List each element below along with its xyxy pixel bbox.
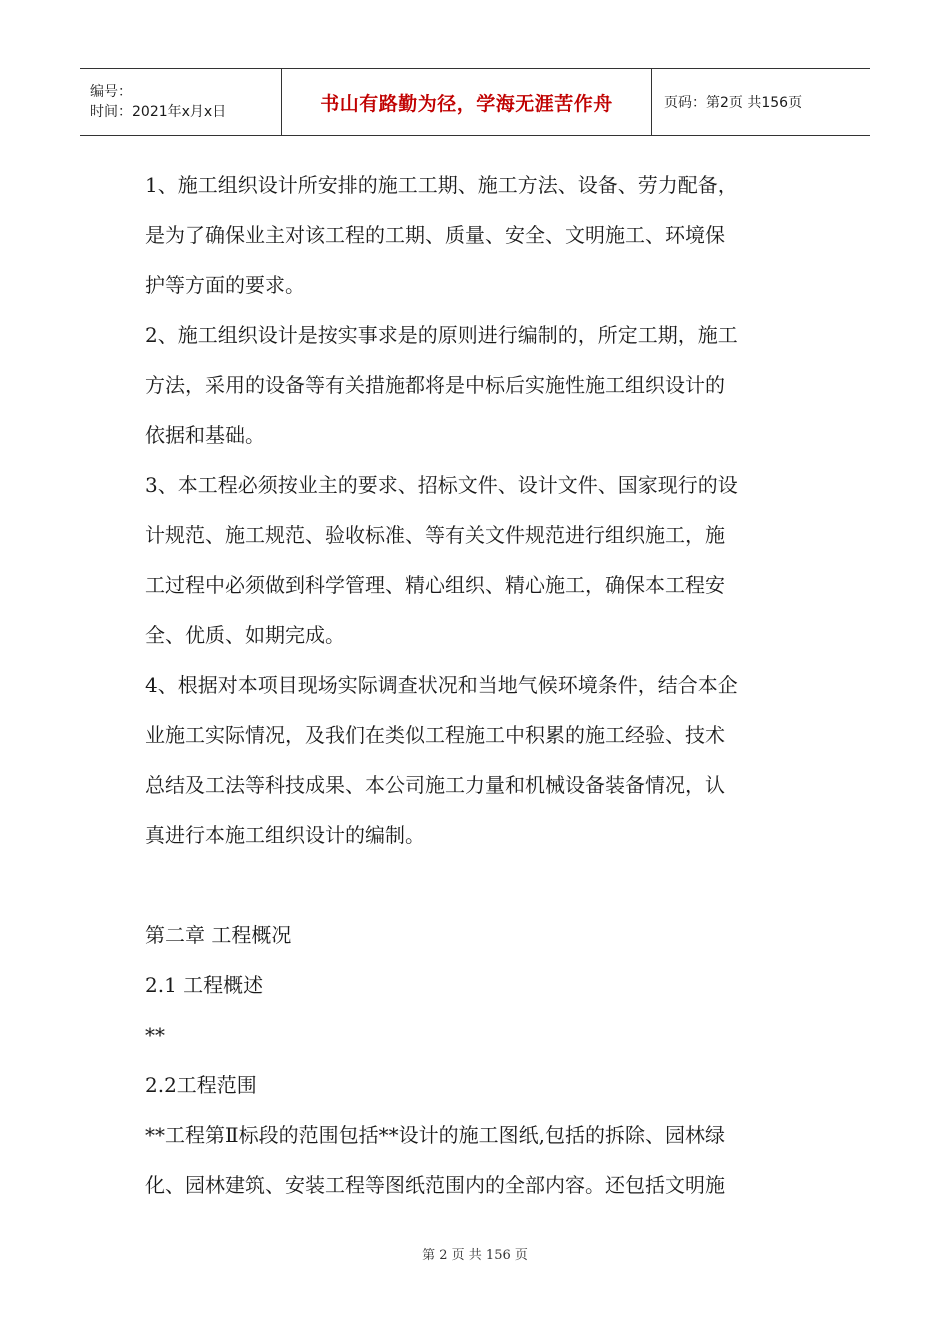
body-line: 真进行本施工组织设计的编制。 xyxy=(145,823,425,847)
body-line: 3、本工程必须按业主的要求、招标文件、设计文件、国家现行的设 xyxy=(145,473,738,497)
header-meta xyxy=(80,69,282,135)
header-motto: 书山有路勤为径，学海无涯苦作舟 xyxy=(320,92,613,115)
body-line: 是为了确保业主对该工程的工期、质量、安全、文明施工、环境保 xyxy=(145,223,725,247)
chapter-heading: 第二章 工程概况 xyxy=(145,923,292,947)
header-page-info xyxy=(652,69,870,135)
section-heading: 2.1 工程概述 xyxy=(145,973,264,997)
body-line: 4、根据对本项目现场实际调查状况和当地气候环境条件，结合本企 xyxy=(145,673,738,697)
body-line: 2、施工组织设计是按实事求是的原则进行编制的，所定工期，施工 xyxy=(145,323,738,347)
page-header xyxy=(80,68,870,136)
page-footer: 第 2 页 共 156 页 xyxy=(422,1248,528,1263)
header-page-number: 页码：第2页 共156页 xyxy=(664,95,803,111)
body-line: 依据和基础。 xyxy=(145,423,265,447)
document-number: 编号： xyxy=(90,84,132,100)
section-heading: 2.2工程范围 xyxy=(145,1073,257,1097)
body-line: 全、优质、如期完成。 xyxy=(145,623,345,647)
section-text: **工程第Ⅱ标段的范围包括**设计的施工图纸,包括的拆除、园林绿 xyxy=(145,1123,725,1147)
section-text: 化、园林建筑、安装工程等图纸范围内的全部内容。还包括文明施 xyxy=(145,1173,725,1197)
document-body xyxy=(145,160,810,1210)
header-motto-cell xyxy=(282,69,652,135)
body-line: 总结及工法等科技成果、本公司施工力量和机械设备装备情况，认 xyxy=(145,773,725,797)
body-line: 护等方面的要求。 xyxy=(145,273,305,297)
body-line: 1、施工组织设计所安排的施工工期、施工方法、设备、劳力配备， xyxy=(145,173,738,197)
document-date: 时间：2021年x月x日 xyxy=(90,104,227,120)
body-line: 工过程中必须做到科学管理、精心组织、精心施工，确保本工程安 xyxy=(145,573,725,597)
body-line: 方法，采用的设备等有关措施都将是中标后实施性施工组织设计的 xyxy=(145,373,725,397)
body-line: 业施工实际情况，及我们在类似工程施工中积累的施工经验、技术 xyxy=(145,723,725,747)
section-text: ** xyxy=(145,1023,165,1047)
body-line: 计规范、施工规范、验收标准、等有关文件规范进行组织施工，施 xyxy=(145,523,725,547)
section-gap xyxy=(145,860,810,910)
